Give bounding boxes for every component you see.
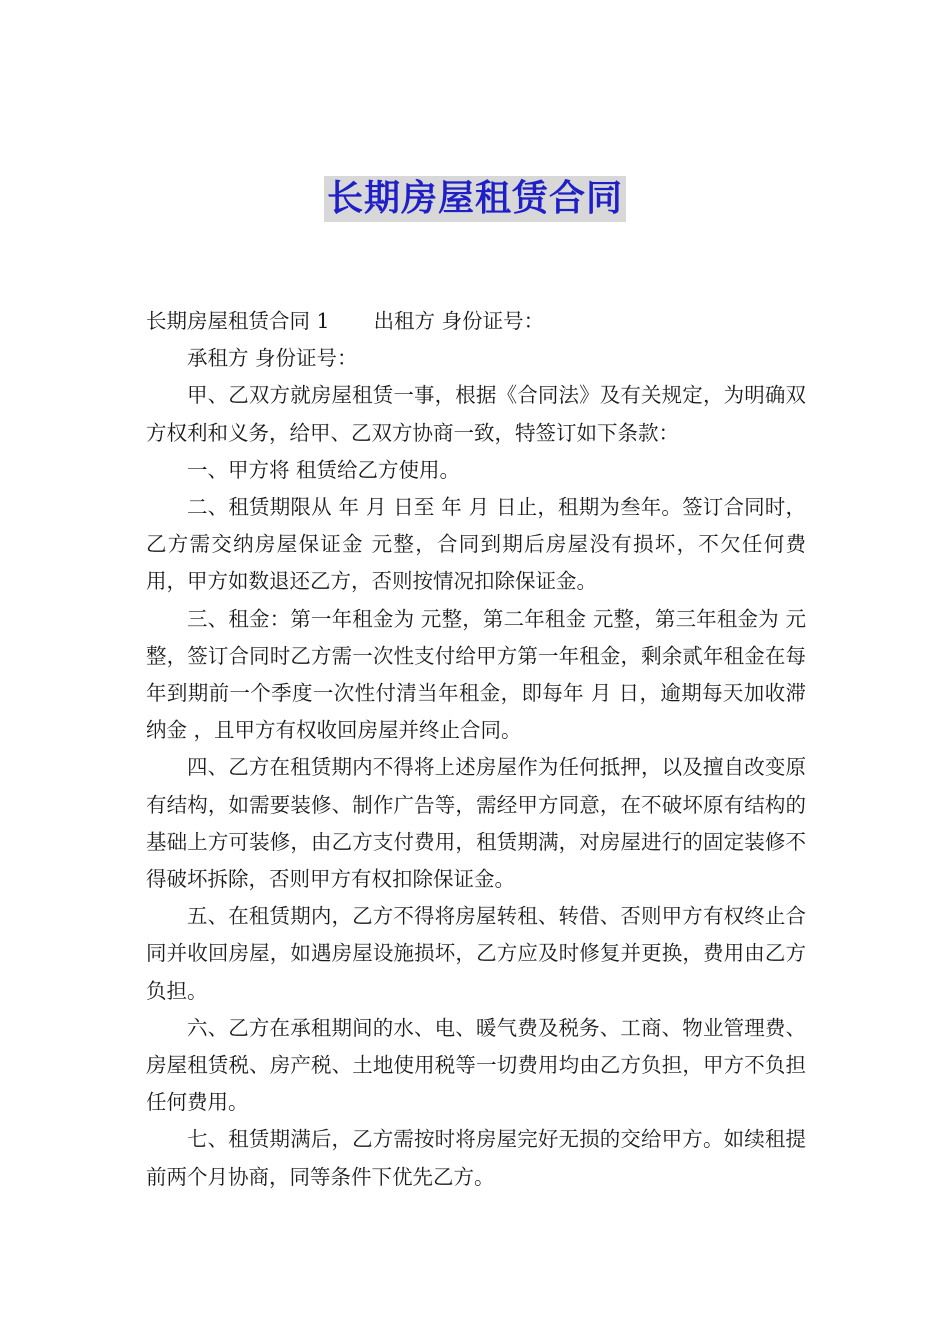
clause-7: 七、租赁期满后，乙方需按时将房屋完好无损的交给甲方。如续租提前两个月协商，同等条件下优先乙方。	[146, 1127, 806, 1189]
preamble-paragraph: 甲、乙双方就房屋租赁一事，根据《合同法》及有关规定，为明确双方权利和义务，给甲、乙双方协商一致，特签订如下条款：	[146, 383, 806, 445]
contract-number: 长期房屋租赁合同 1	[146, 309, 330, 333]
document-title: 长期房屋租赁合同	[324, 176, 626, 222]
title-block	[0, 176, 950, 222]
clause-2: 二、租赁期限从 年 月 日至 年 月 日止，租期为叁年。签订合同时，乙方需交纳房屋保证金 元整，合同到期后房屋没有损坏，不欠任何费用，甲方如数退还乙方，否则按情况扣除保证金。	[146, 495, 806, 594]
clause-1: 一、甲方将 租赁给乙方使用。	[187, 457, 461, 482]
lessor-line: 出租方 身份证号：	[373, 309, 545, 333]
document-body	[146, 303, 806, 1196]
clause-6: 六、乙方在承租期间的水、电、暖气费及税务、工商、物业管理费、房屋租赁税、房产税、土地使用税等一切费用均由乙方负担，甲方不负担任何费用。	[146, 1015, 806, 1115]
clause-4: 四、乙方在租赁期内不得将上述房屋作为任何抵押，以及擅自改变原有结构，如需要装修、制作广告等，需经甲方同意，在不破坏原有结构的基础上方可装修，由乙方支付费用，租赁期满，对房屋进行的固定装修不得破坏拆除，否则甲方有权扣除保证金。	[146, 755, 806, 892]
lessee-line: 承租方 身份证号：	[187, 346, 358, 371]
heading-line	[146, 303, 806, 340]
clause-5: 五、在租赁期内，乙方不得将房屋转租、转借、否则甲方有权终止合同并收回房屋，如遇房屋设施损坏，乙方应及时修复并更换，费用由乙方负担。	[146, 904, 806, 1003]
clause-3: 三、租金：第一年租金为 元整，第二年租金 元整，第三年租金为 元整，签订合同时乙方需一次性支付给甲方第一年租金，剩余贰年租金在每年到期前一个季度一次性付清当年租金，即每年 月 日，逾期每天加收滞纳金 ，且甲方有权收回房屋并终止合同。	[146, 606, 806, 743]
